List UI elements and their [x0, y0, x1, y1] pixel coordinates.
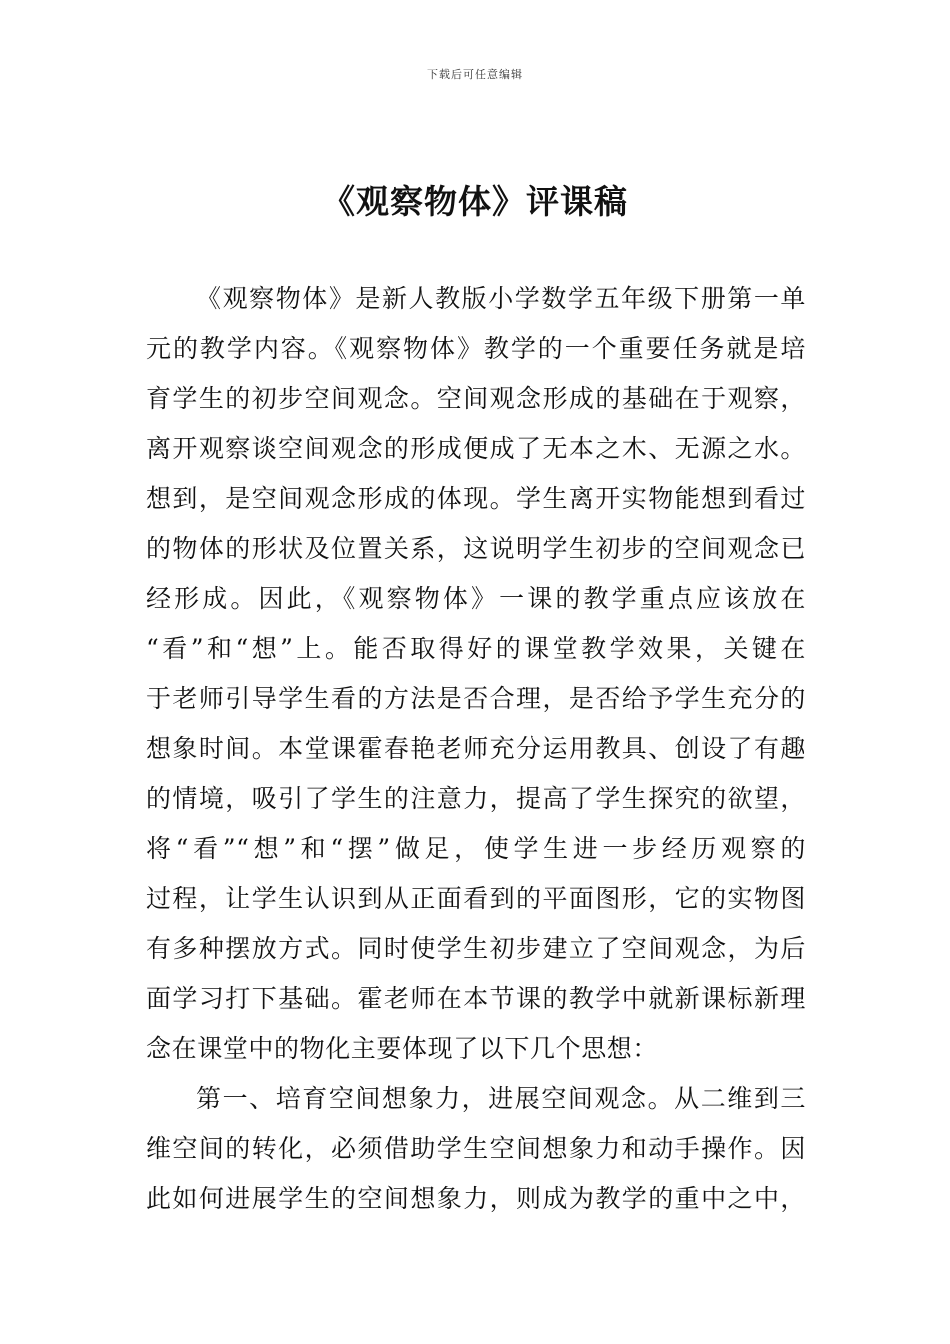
- paragraph-2-line-2: 维空间的转化，必须借助学生空间想象力和动手操作。因: [146, 1134, 806, 1163]
- paragraph-1-line-7: 经形成。因此，《观察物体》一课的教学重点应该放在: [146, 584, 806, 613]
- paragraph-1-line-15: 面学习打下基础。霍老师在本节课的教学中就新课标新理: [146, 984, 806, 1013]
- header-note: 下载后可任意编辑: [427, 68, 523, 81]
- paragraph-1-line-13: 过程，让学生认识到从正面看到的平面图形，它的实物图: [146, 884, 806, 913]
- paragraph-1-line-12: 将“看”“想”和“摆”做足，使学生进一步经历观察的: [146, 834, 806, 863]
- paragraph-1-line-1: 《观察物体》是新人教版小学数学五年级下册第一单: [196, 284, 806, 313]
- paragraph-1-line-5: 想到，是空间观念形成的体现。学生离开实物能想到看过: [146, 484, 806, 513]
- paragraph-1-line-8: “看”和“想”上。能否取得好的课堂教学效果，关键在: [146, 634, 806, 663]
- paragraph-1-line-4: 离开观察谈空间观念的形成便成了无本之木、无源之水。: [146, 434, 806, 463]
- paragraph-1-line-6: 的物体的形状及位置关系，这说明学生初步的空间观念已: [146, 534, 806, 563]
- paragraph-2-line-1: 第一、培育空间想象力，进展空间观念。从二维到三: [196, 1084, 806, 1113]
- paragraph-1-line-11: 的情境，吸引了学生的注意力，提高了学生探究的欲望，: [146, 784, 806, 813]
- paragraph-1-line-10: 想象时间。本堂课霍春艳老师充分运用教具、创设了有趣: [146, 734, 806, 763]
- paragraph-1-line-3: 育学生的初步空间观念。空间观念形成的基础在于观察，: [146, 384, 806, 413]
- document-title: 《观察物体》评课稿: [322, 182, 628, 221]
- paragraph-1-line-16: 念在课堂中的物化主要体现了以下几个思想：: [146, 1034, 659, 1063]
- paragraph-1-line-14: 有多种摆放方式。同时使学生初步建立了空间观念，为后: [146, 934, 806, 963]
- paragraph-1-line-9: 于老师引导学生看的方法是否合理，是否给予学生充分的: [146, 684, 806, 713]
- paragraph-1-line-2: 元的教学内容。《观察物体》教学的一个重要任务就是培: [146, 334, 806, 363]
- body-text: [146, 281, 806, 1231]
- paragraph-2-line-3: 此如何进展学生的空间想象力，则成为教学的重中之中，: [146, 1184, 806, 1213]
